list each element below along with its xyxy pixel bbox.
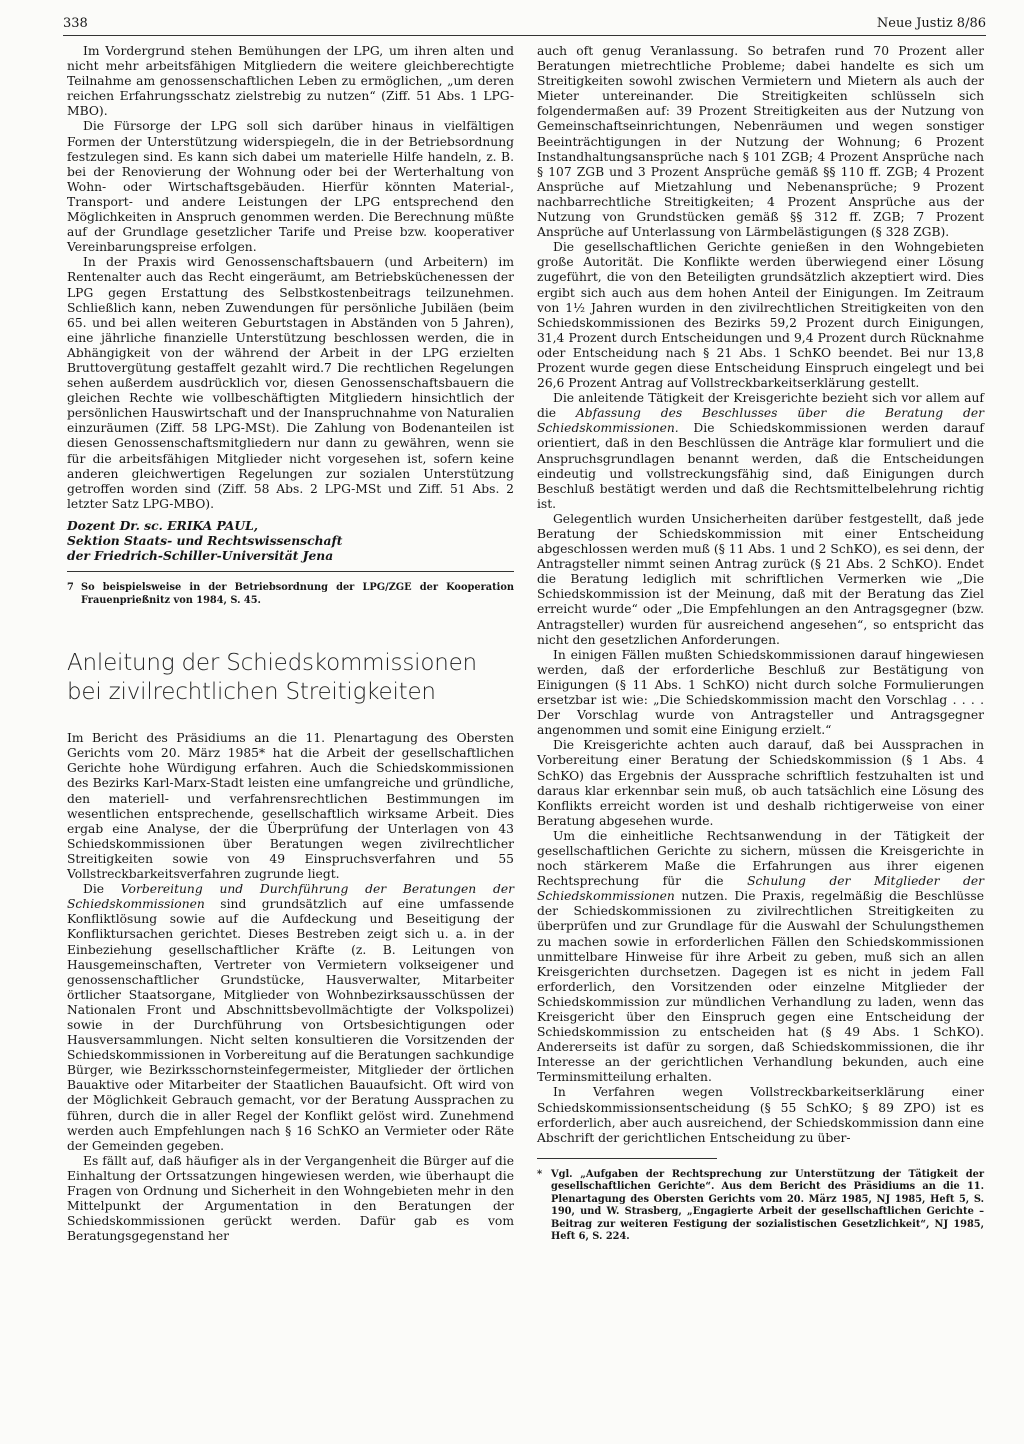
author-section: Sektion Staats- und Rechtswissenschaft (67, 533, 343, 548)
article2-paragraph-1: Im Bericht des Präsidiums an die 11. Plenartagung des Obersten Gerichts vom 20. März 1985* hat die Arbeit der gesellschaftlichen Gerichte hohe Würdigung erfahren. Auch die Schiedskommissionen des Bezirks Karl-Marx-Stadt leisten eine umfangreiche und gründliche, den materiell- und verfahrensrechtlichen Bestimmungen im wesentlichen entsprechende, gesellschaftlich wirksame Arbeit. Dies ergab eine Analyse, der die Überprüfung der Unterlagen von 43 Schiedskommissionen über Beratungen wegen zivilrechtlicher Streitigkeiten sowie von 49 Einspruchsverfahren und 55 Vollstreckbarkeitsverfahren zugrunde liegt. (67, 731, 514, 882)
right-paragraph-8: In Verfahren wegen Vollstreckbarkeitserklärung einer Schiedskommissionsentscheidung (§ 55 SchKO; § 89 ZPO) ist es erforderlich, aber auch ausreichend, der Schiedskommission dann eine Abschrift der gerichtlichen Entscheidung zu über- (537, 1085, 984, 1145)
article1-paragraph-3: In der Praxis wird Genossenschaftsbauern (und Arbeitern) im Rentenalter auch das Recht eingeräumt, am Betriebsküchenessen der LPG gegen Erstattung des Selbstkostenbeitrags teilzunehmen. Schließlich kann, neben Zuwendungen für persönliche Jubiläen (beim 65. und bei allen weiteren Geburtstagen in Abständen von 5 Jahren), eine jährliche finanzielle Unterstützung beschlossen werden, die in Abhängigkeit von der während der Arbeit in der LPG erzielten Bruttovergütung gestaffelt gezahlt wird.7 Die rechtlichen Regelungen sehen außerdem ausdrücklich vor, diesen Genossenschaftsbauern die gleichen Rechte wie vollbeschäftigten Mitgliedern hinsichtlich der persönlichen Hauswirtschaft und der Inanspruchnahme von Naturalien einzuräumen (Ziff. 58 LPG-MSt). Die Zahlung von Bodenanteilen ist diesen Genossenschaftsmitgliedern nur dann zu gewähren, wenn sie für die arbeitsfähigen Mitglieder nicht vorgesehen ist, sofern keine anderen gleichwertigen Regelungen zur sozialen Unterstützung getroffen worden sind (Ziff. 58 Abs. 2 LPG-MSt und Ziff. 51 Abs. 2 letzter Satz LPG-MBO). (67, 255, 514, 511)
right-paragraph-1: auch oft genug Veranlassung. So betrafen rund 70 Prozent aller Beratungen mietrechtliche Probleme; dabei handelte es sich um Streitigkeiten sowohl zwischen Vermietern und Mietern als auch der Mieter untereinander. Die Streitigkeiten schlüsseln sich folgendermaßen auf: 39 Prozent Streitigkeiten aus der Nutzung von Gemeinschaftseinrichtungen, Nebenräumen und wegen sonstiger Beeinträchtigungen in der Nutzung der Wohnung; 6 Prozent Instandhaltungsansprüche nach § 101 ZGB; 4 Prozent Ansprüche nach § 107 ZGB und 3 Prozent Ansprüche gemäß §§ 110 ff. ZGB; 4 Prozent Ansprüche auf Mietzahlung und Nebenansprüche; 9 Prozent nachbarrechtliche Streitigkeiten; 4 Prozent Ansprüche aus der Nutzung von Grundstücken gemäß §§ 312 ff. ZGB; 7 Prozent Ansprüche auf Unterlassung von Lärmbelästigungen (§ 328 ZGB). (537, 44, 984, 240)
article-heading-line-2: bei zivilrechtlichen Streitigkeiten (67, 679, 436, 706)
author-name: Dozent Dr. sc. ERIKA PAUL, (67, 517, 259, 533)
right-p3-post: Die Schiedskommissionen werden darauf orientiert, daß in den Beschlüssen die Anträge klar formuliert und die Anspruchsgrundlagen benannt werden, daß die Entscheidungen eindeutig und vollstreckungsfähig sind, daß Einigungen durch Beschluß bestätigt werden und daß die Rechtsmittelbelehrung richtig ist. (537, 421, 984, 511)
left-column (67, 44, 514, 1244)
author-university: der Friedrich-Schiller-Universität Jena (67, 548, 334, 564)
footnote-7-text: So beispielsweise in der Betriebsordnung der LPG/ZGE der Kooperation Frauenprießnitz von 1984, S. 45. (81, 582, 514, 606)
article1-paragraph-1: Im Vordergrund stehen Bemühungen der LPG, um ihren alten und nicht mehr arbeitsfähigen Mitgliedern die weitere gleichberechtigte Teilnahme am genossenschaftlichen Leben zu ermöglichen, „um deren reichen Erfahrungsschatz zielstrebig zu nutzen“ (Ziff. 51 Abs. 1 LPG-MBO). (67, 44, 514, 119)
right-p3-emphasis: Abfassung des Beschlusses über die Beratung der Schiedskommissionen. (537, 406, 984, 436)
article2-paragraph-3: Es fällt auf, daß häufiger als in der Vergangenheit die Bürger auf die Einhaltung der Ortssatzungen hingewiesen werden, wie überhaupt die Fragen von Ordnung und Sicherheit in den Wohngebieten mehr in den Mittelpunkt der Argumentation in den Beratungen der Schiedskommissionen gerückt werden. Dafür gab es vom Beratungsgegenstand her (67, 1153, 514, 1244)
footnote-7 (67, 582, 514, 607)
page-number: 338 (63, 16, 88, 31)
right-paragraph-7 (537, 829, 984, 1086)
footnote-star-text: Vgl. „Aufgaben der Rechtsprechung zur Unterstützung der Tätigkeit der gesellschaftlichen Gerichte“. Aus dem Bericht des Präsidiums an die 11. Plenartagung des Obersten Gerichts vom 20. März 1985, NJ 1985, Heft 5, S. 190, und W. Strasberg, „Engagierte Arbeit der gesellschaftlichen Gerichte – Beitrag zur weiteren Festigung der sozialistischen Gesetzlichkeit“, NJ 1985, Heft 6, S. 224. (551, 1168, 984, 1243)
journal-issue: Neue Justiz 8/86 (876, 16, 986, 31)
footnote-star (537, 1169, 984, 1244)
right-p7-emphasis: Schulung der Mitglieder der Schiedskommissionen (537, 874, 984, 904)
footnote-separator (67, 571, 514, 572)
article-heading (67, 649, 514, 707)
right-paragraph-2: Die gesellschaftlichen Gerichte genießen in den Wohngebieten große Autorität. Die Konflikte werden überwiegend einer Lösung zugeführt, die von den Beteiligten grundsätzlich akzeptiert wird. Dies ergibt sich auch aus dem hohen Anteil der Einigungen. Im Zeitraum von 1½ Jahren wurden in den zivilrechtlichen Streitigkeiten von den Schiedskommissionen des Bezirks 59,2 Prozent durch Einigungen, 31,4 Prozent durch Entscheidungen und 9,4 Prozent durch Rücknahme oder Entscheidung nach § 21 Abs. 1 SchKO beendet. Bei nur 13,8 Prozent wurde gegen diese Entscheidung Einspruch eingelegt und bei 26,6 Prozent Antrag auf Vollstreckbarkeitserklärung gestellt. (537, 240, 984, 391)
article2-p2-emphasis: Vorbereitung und Durchführung der Beratungen der Schiedskommissionen (67, 882, 514, 912)
right-column (537, 44, 984, 1244)
footnote-star-marker: * (537, 1168, 543, 1180)
right-paragraph-5: In einigen Fällen mußten Schiedskommissionen darauf hingewiesen werden, daß der erforderliche Beschluß zur Bestätigung von Einigungen (§ 11 Abs. 1 SchKO) nicht durch solche Formulierungen ersetzbar ist wie: „Die Schiedskommission macht den Vorschlag . . . . Der Vorschlag wurde von Antragsteller und Antragsgegner angenommen und somit eine Einigung erzielt.“ (537, 647, 984, 738)
right-p3-pre: Die anleitende Tätigkeit der Kreisgerichte bezieht sich vor allem auf die (537, 391, 984, 421)
header-rule (63, 35, 986, 36)
right-p7-post: nutzen. Die Praxis, regelmäßig die Beschlüsse der Schiedskommissionen zu zivilrechtlichen Streitigkeiten zu überprüfen und zur Grundlage für die Auswahl der Schulungsthemen zu machen sowie in erforderlichen Fällen den Schiedskommissionen unmittelbare Hinweise für ihre Arbeit zu geben, muß sich an allen Kreisgerichten durchsetzen. Dagegen ist es nicht in jedem Fall erforderlich, den Vorsitzenden oder einzelne Mitglieder der Schiedskommission zur mündlichen Verhandlung zu laden, wenn das Kreisgericht über den Einspruch gegen eine Entscheidung der Schiedskommission zu entscheiden hat (§ 49 Abs. 1 SchKO). Andererseits ist dafür zu sorgen, daß Schiedskommissionen, die ihr Interesse an der gerichtlichen Verhandlung bekunden, auch eine Terminsmitteilung erhalten. (537, 889, 984, 1085)
right-paragraph-6: Die Kreisgerichte achten auch darauf, daß bei Aussprachen in Vorbereitung einer Beratung der Schiedskommission (§ 1 Abs. 4 SchKO) das Ergebnis der Aussprache schriftlich festzuhalten ist und daraus klar erkennbar sein muß, ob auch tatsächlich eine Lösung des Konflikts erreicht worden ist und deshalb richtigerweise von einer Beratung abgesehen wurde. (537, 738, 984, 828)
footnote-7-marker: 7 (67, 582, 74, 594)
article2-paragraph-2 (67, 882, 514, 1154)
article1-paragraph-2: Die Fürsorge der LPG soll sich darüber hinaus in vielfältigen Formen der Unterstützung widerspiegeln, die in der Betriebsordnung festzulegen sind. Es kann sich dabei um materielle Hilfe handeln, z. B. bei der Renovierung der Wohnung oder bei der Werterhaltung von Wohn- oder Wirtschaftsgebäuden. Hierfür könnten Material-, Transport- und andere Leistungen der LPG entsprechend den Möglichkeiten in Anspruch genommen werden. Die Berechnung müßte auf der Grundlage gesetzlicher Tarife und Preise bzw. kooperativer Vereinbarungspreise erfolgen. (67, 119, 514, 255)
article2-p2-post: sind grundsätzlich auf eine umfassende Konfliktlösung sowie auf die Aufdeckung und Beseitigung der Konfliktursachen gerichtet. Dieses Bestreben zeigt sich u. a. in der Einbeziehung gesellschaftlicher Kräfte (z. B. Leitungen von Hausgemeinschaften, Vertreter von Vermietern volkseigener und genossenschaftlicher Grundstücke, Hausverwalter, Mitarbeiter örtlicher Staatsorgane, Mitglieder von Wohnbezirksausschüssen der Nationalen Front und Abschnittsbevollmächtigte der Volkspolizei) sowie in der Durchführung von Ortsbesichtigungen oder Hausversammlungen. Nicht selten konsultieren die Vorsitzenden der Schiedskommissionen in Vorbereitung auf die Beratungen sachkundige Bürger, wie Bezirksschornsteinfegermeister, Mitglieder der örtlichen Bauaktive oder Mitarbeiter der Staatlichen Bauaufsicht. Oft wird von der Möglichkeit Gebrauch gemacht, vor der Beratung Aussprachen zu führen, durch die in aller Regel der Konflikt gelöst wird. Zunehmend werden auch Empfehlungen nach § 16 SchKO an Vermieter oder Räte der Gemeinden gegeben. (67, 897, 514, 1153)
right-paragraph-3 (537, 391, 984, 512)
author-signature (67, 518, 514, 563)
article-heading-line-1: Anleitung der Schiedskommissionen (67, 650, 477, 677)
footnote-separator-right (537, 1158, 717, 1159)
right-paragraph-4: Gelegentlich wurden Unsicherheiten darüber festgestellt, daß jede Beratung der Schiedskommission mit einer Entscheidung abgeschlossen werden muß (§ 11 Abs. 1 und 2 SchKO), es sei denn, der Antragsteller nimmt seinen Antrag zurück (§ 21 Abs. 2 SchKO). Endet die Beratung lediglich mit schriftlichen Vermerken wie „Die Schiedskommission ist der Meinung, daß mit der Beratung das Ziel erreicht wurde“ oder „Die Empfehlungen an den Antragsgegner (bzw. Antragsteller) wurden für ausreichend angesehen“, so entspricht das nicht den gesetzlichen Anforderungen. (537, 511, 984, 647)
article2-p2-pre: Die (82, 882, 121, 897)
right-p7-pre: Um die einheitliche Rechtsanwendung in der Tätigkeit der gesellschaftlichen Gerichte zu sichern, müssen die Kreisgerichte in noch stärkerem Maße die Erfahrungen aus ihrer eigenen Rechtsprechung für die (537, 828, 984, 889)
